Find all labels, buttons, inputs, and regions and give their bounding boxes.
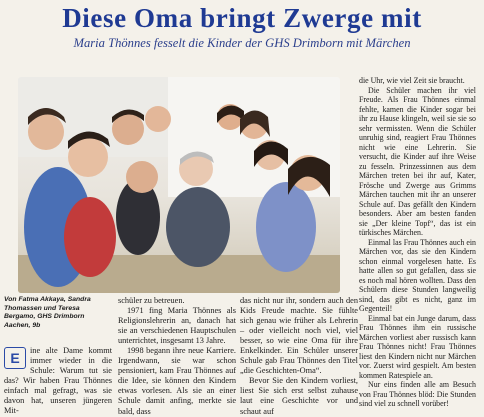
drop-cap: E: [4, 347, 26, 369]
classroom-photo-illustration: [18, 77, 340, 293]
column-4-paragraph: die Uhr, wie viel Zeit sie braucht.: [359, 76, 465, 85]
column-4-paragraph: Die Schüler machen ihr viel Freude. Als Frau Thönnes einmal fehlte, kamen die Kinder sogar bei ihr zu Hause klingeln, weil sie sie so sehr vermissten. Wenn die Schüler unruhig sind, reagiert Frau Thönnes nicht wie eine Lehrerin. Sie versucht, die Kinder auf ihre Weise zu fesseln. Prinzessinnen aus dem Märchen treten bei ihr auf, Kater, Frösche und Zwerge aus Grimms Märchen tauchen mit ihr an unserer Schule auf. Das gefällt den Kindern besonders. Aber am besten fanden sie „Der kleine Topf“, das ist ein türkisches Märchen.: [359, 85, 476, 237]
column-4-paragraph: Nur eins finden alle am Besuch von Frau Thönnes blöd: Die Stunden sind viel zu schnell vorüber!: [359, 380, 476, 408]
column-2-paragraph: 1971 fing Maria Thönnes als Religionslehrerin an, danach hat sie an verschiedenen Hauptschulen unterrichtet, insgesamt 13 Jahre.: [118, 306, 236, 346]
column-4-paragraph: Einmal bat ein Junge darum, dass Frau Thönnes ihm ein russische Märchen vorliest aber russisch kann Frau Thönnes nicht! Frau Thönnes liest den Kindern nicht nur Märchen vor. Zuerst wird gespielt. Am besten kommen Ratespiele an.: [359, 313, 476, 380]
column-1: [4, 346, 112, 416]
subheadline: Maria Thönnes fesselt die Kinder der GHS Drimborn mit Märchen: [73, 36, 411, 50]
column-3-paragraph: das nicht nur ihr, sondern auch den Kids Freude machte. Sie fühlte sich genau wie früher als Lehrerin – oder vielleicht noch viel, viel besser, so wie eine Oma für ihre Enkelkinder. Ein Schüler unserer Schule gab Frau Thönnes den Titel „die Geschichten-Oma“.: [240, 296, 358, 376]
column-2-paragraph: schüler zu betreuen.: [118, 296, 185, 305]
byline: Von Fatma Akkaya, Sandra Thomassen und Teresa Bergamo, GHS Drimborn Aachen, 9b: [4, 296, 91, 329]
column-4: [359, 76, 476, 409]
column-2: [118, 296, 236, 417]
column-3-paragraph: Bevor Sie den Kindern vorliest, liest Sie sich erst selbst zuhause laut eine Geschichte vor und schaut auf: [240, 376, 358, 416]
column-4-paragraph: Einmal las Frau Thönnes auch ein Märchen vor, das sie den Kindern schon einmal vorgelesen hatte. Es hatte allen so gut gefallen, dass sie es noch mal hören wollten. Dass den Schülern diese Stunden langweilig sind, das gibt es nicht, ganz im Gegenteil!: [359, 237, 476, 313]
column-3: [240, 296, 358, 417]
article-photo: [18, 77, 340, 293]
headline: Diese Oma bringt Zwerge mit: [62, 3, 422, 33]
column-2-paragraph: 1998 begann ihre neue Karriere. Irgendwann, sie war schon pensioniert, kam Frau Thönnes auf die Idee, sie können den Kindern etwas vorlesen. Als sie an einer Schule damit anfing, merkte sie bald, dass: [118, 346, 236, 416]
column-1-text: ine alte Dame kommt immer wieder in die Schule: Warum tut sie das? Wir haben Frau Thönnes einfach mal gefragt, was sie davon hat, unseren jüngeren Mit-: [4, 346, 112, 416]
